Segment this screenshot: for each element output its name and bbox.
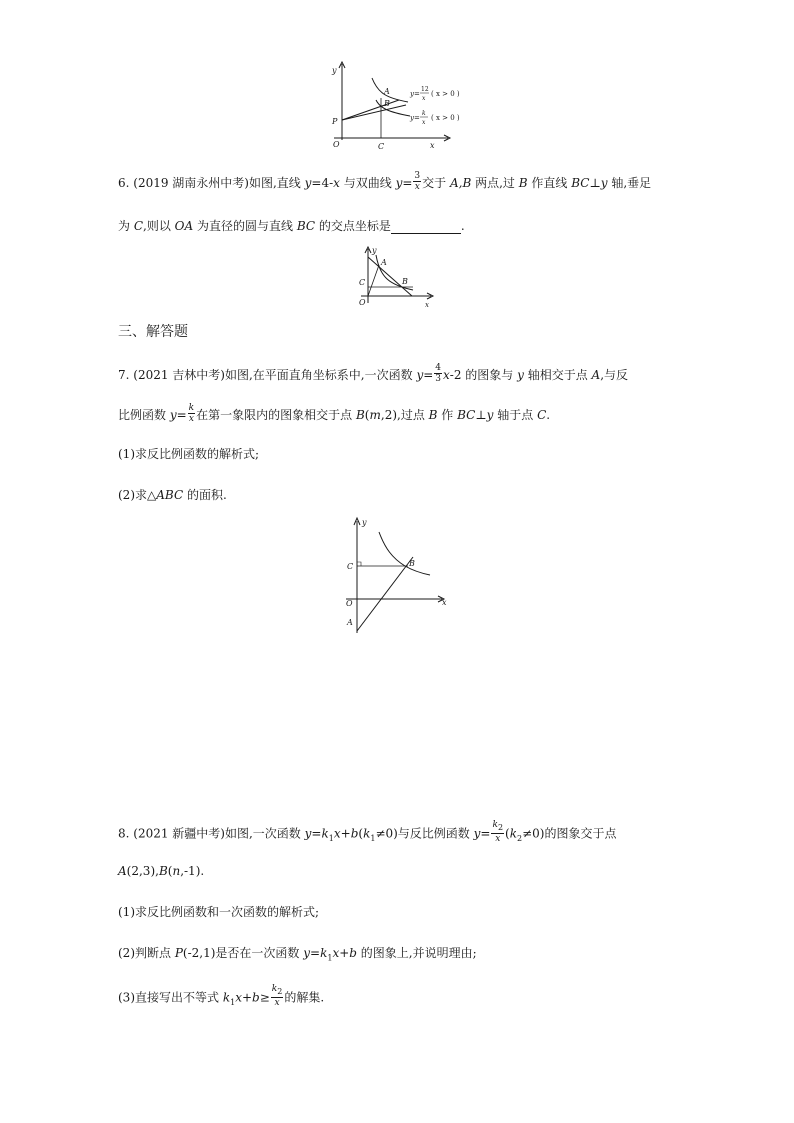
- q8-part1: (1)求反比例函数和一次函数的解析式;: [118, 905, 320, 919]
- q6-line2: 为 C,则以 OA 为直径的圆与直线 BC 的交点坐标是 .: [118, 219, 465, 233]
- label-p: P: [332, 117, 338, 126]
- figure-q7: [340, 513, 455, 638]
- line-pb: [342, 105, 406, 120]
- label-b: B: [402, 277, 408, 286]
- fraction-k2-over-x: $\frac{k_2}{x}$: [492, 820, 504, 844]
- label-a: A: [347, 618, 353, 627]
- fraction-k2-over-x-inequality: $\frac{k_2}{x}$: [271, 984, 283, 1008]
- label-x: x: [442, 598, 447, 607]
- curve-12-over-x: [372, 78, 408, 102]
- label-o: O: [359, 298, 366, 307]
- label-x: x: [425, 301, 429, 309]
- right-angle-mark: [357, 562, 361, 566]
- q7-part1: (1)求反比例函数的解析式;: [118, 447, 260, 461]
- q8-part2: (2)判断点 P(-2,1)是否在一次函数 $y=k_1x+b$ 的图象上,并说明理由;: [118, 946, 477, 963]
- curve2-eq-cond: ( x > 0 ): [431, 114, 460, 122]
- section-heading-solutions: 三、解答题: [118, 324, 188, 340]
- label-a: A: [381, 258, 387, 267]
- label-x: x: [430, 141, 435, 150]
- segment-oa: [368, 265, 379, 296]
- fraction-k-over-x: $\frac{k}{x}$: [188, 403, 195, 424]
- label-o: O: [346, 599, 353, 608]
- curve2-eq-prefix: y=: [410, 114, 420, 122]
- curve2-eq-den: x: [422, 119, 426, 126]
- fraction-3-over-x: $\frac{3}{x}$: [414, 171, 421, 192]
- curve2-eq-num: k: [422, 110, 426, 117]
- q8-line1: 8. (2021 新疆中考)如图,一次函数 $y=k_1x+b(k_1\ne 0)$与反比例函数 y= $\frac{k_2}{x}$ $(k_2\ne 0)$的图象交于点: [118, 820, 617, 844]
- q6-line1: 6. (2019 湖南永州中考)如图,直线 y=4-x 与双曲线 y= $\frac{3}{x}$ 交于 A,B 两点,过 B 作直线 BC⊥y 轴,垂足: [118, 171, 652, 192]
- fraction-4-over-3: $\frac{4}{3}$: [435, 363, 442, 384]
- q7-line2: 比例函数 y= $\frac{k}{x}$ 在第一象限内的图象相交于点 B(m,2),过点 B 作 BC⊥y 轴于点 C.: [118, 403, 551, 424]
- label-o: O: [333, 140, 340, 149]
- line-y-4-3x-minus-2: [357, 557, 413, 631]
- line-pa: [342, 100, 399, 120]
- q8-line2: A(2,3),B(n,-1).: [118, 864, 205, 878]
- figure-q6: [355, 243, 445, 311]
- label-y: y: [332, 66, 337, 75]
- q7-line1: 7. (2021 吉林中考)如图,在平面直角坐标系中,一次函数 y= $\frac{4}{3}$ x-2 的图象与 y 轴相交于点 A,与反: [118, 363, 629, 384]
- curve1-eq-prefix: y=: [410, 90, 420, 98]
- answer-blank[interactable]: [391, 221, 461, 234]
- curve1-eq-num: 12: [421, 86, 429, 93]
- label-c: C: [378, 142, 385, 151]
- q8-part3: (3)直接写出不等式 $k_1x+b\ge$ $\frac{k_2}{x}$ 的解集.: [118, 984, 325, 1008]
- label-a: A: [384, 87, 390, 96]
- label-y: y: [362, 518, 367, 527]
- label-b: B: [409, 559, 415, 568]
- label-c: C: [359, 278, 366, 287]
- figure-q5: [320, 58, 500, 153]
- q7-part2: (2)求△ABC 的面积.: [118, 488, 227, 502]
- curve1-eq-den: x: [422, 95, 426, 102]
- label-c: C: [347, 562, 354, 571]
- label-y: y: [372, 246, 377, 255]
- curve1-eq-cond: ( x > 0 ): [431, 90, 460, 98]
- label-b: B: [384, 99, 390, 108]
